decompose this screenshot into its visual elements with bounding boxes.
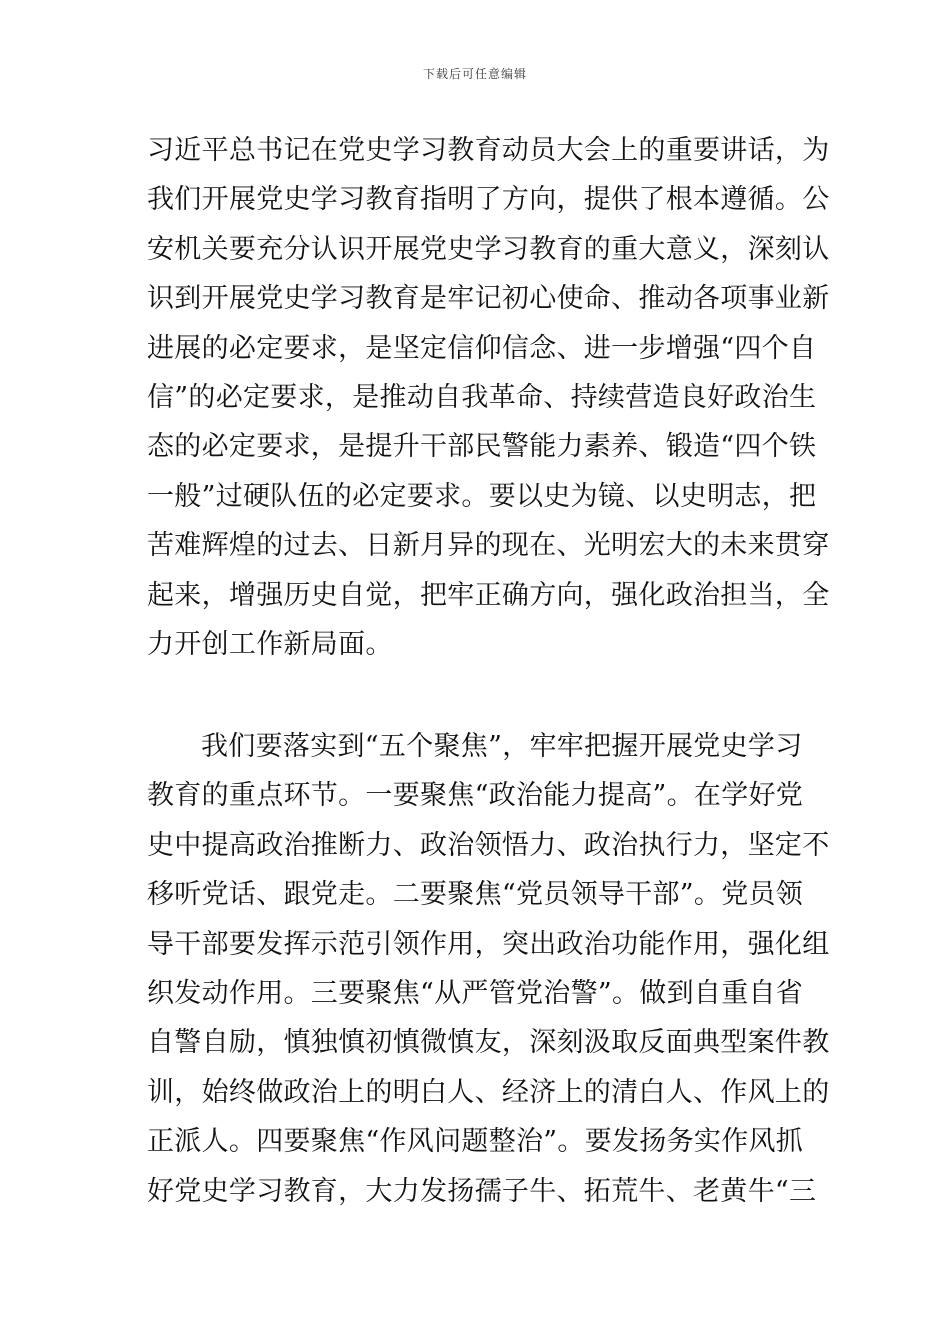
text-line: 教育的重点环节。一要聚焦“政治能力提高”。在学好党 — [147, 780, 804, 812]
text-line: 移听党话、跟党走。二要聚焦“党员领导干部”。党员领 — [147, 879, 804, 911]
text-line: 导干部要发挥示范引领作用，突出政治功能作用，强化组 — [147, 928, 830, 960]
text-line: 态的必定要求，是提升干部民警能力素养、锻造“四个铁 — [147, 431, 817, 463]
text-line: 起来，增强历史自觉，把牢正确方向，强化政治担当，全 — [147, 579, 830, 611]
text-line: 史中提高政治推断力、政治领悟力、政治执行力，坚定不 — [147, 829, 830, 861]
text-line: 安机关要充分认识开展党史学习教育的重大意义，深刻认 — [147, 233, 830, 265]
text-line: 习近平总书记在党史学习教育动员大会上的重要讲话，为 — [147, 135, 830, 166]
text-line: 我们开展党史学习教育指明了方向，提供了根本遵循。公 — [147, 184, 830, 216]
text-line: 训，始终做政治上的明白人、经济上的清白人、作风上的 — [147, 1076, 830, 1108]
text-line: 进展的必定要求，是坚定信仰信念、进一步增强“四个自 — [147, 332, 817, 364]
text-line: 识到开展党史学习教育是牢记初心使命、推动各项事业新 — [147, 283, 830, 315]
paragraph-2 — [147, 722, 830, 1216]
text-line: 一般”过硬队伍的必定要求。要以史为镜、以史明志，把 — [147, 480, 817, 512]
text-line: 苦难辉煌的过去、日新月异的现在、光明宏大的未来贯穿 — [147, 530, 830, 562]
text-line: 好党史学习教育，大力发扬孺子牛、拓荒牛、老黄牛“三 — [147, 1175, 817, 1207]
text-line: 力开创工作新局面。 — [147, 628, 393, 660]
text-line: 我们要落实到“五个聚焦”，牢牢把握开展党史学习 — [201, 731, 803, 762]
header-note: 下载后可任意编辑 — [422, 67, 527, 81]
text-line: 正派人。四要聚焦“作风问题整治”。要发扬务实作风抓 — [147, 1126, 804, 1158]
text-line: 自警自励，慎独慎初慎微慎友，深刻汲取反面典型案件教 — [147, 1027, 830, 1059]
text-line: 信”的必定要求，是推动自我革命、持续营造良好政治生 — [147, 381, 817, 413]
text-line: 织发动作用。三要聚焦“从严管党治警”。做到自重自省 — [147, 977, 804, 1009]
paragraph-1 — [147, 126, 830, 669]
